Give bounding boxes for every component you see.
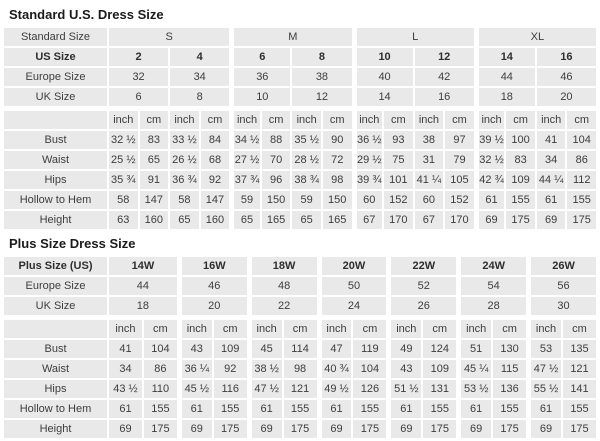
size-value-cell: 18W	[249, 257, 317, 275]
measure-value-cell: 75	[384, 151, 413, 169]
measure-value-cell: 41	[537, 131, 566, 149]
measure-value-cell: 43	[388, 360, 421, 378]
measure-value-cell: 135	[563, 340, 596, 358]
size-value-cell: 48	[249, 277, 317, 295]
size-value-cell: 16	[415, 88, 474, 106]
size-value-cell: 52	[388, 277, 456, 295]
measure-value-cell: 155	[567, 191, 596, 209]
measure-value-cell: 98	[284, 360, 317, 378]
measure-row	[4, 340, 596, 358]
measure-value-cell: 114	[284, 340, 317, 358]
measure-value-cell: 175	[493, 420, 526, 438]
measure-value-cell: 65	[292, 211, 321, 229]
row-label: Bust	[4, 131, 107, 149]
unit-cell: inch	[170, 108, 199, 129]
unit-cell: inch	[458, 317, 491, 338]
unit-cell: inch	[415, 108, 444, 129]
measure-value-cell: 160	[140, 211, 169, 229]
measure-value-cell: 105	[445, 171, 474, 189]
measure-value-cell: 36 ¼	[179, 360, 212, 378]
measure-value-cell: 155	[284, 400, 317, 418]
measure-value-cell: 70	[262, 151, 291, 169]
measure-value-cell: 69	[476, 211, 505, 229]
size-row	[4, 48, 596, 66]
size-value-cell: 22W	[388, 257, 456, 275]
measure-value-cell: 59	[292, 191, 321, 209]
size-value-cell: 46	[537, 68, 596, 86]
measure-value-cell: 69	[109, 420, 142, 438]
measure-value-cell: 155	[563, 400, 596, 418]
size-value-cell: 6	[231, 48, 290, 66]
measure-value-cell: 67	[415, 211, 444, 229]
unit-cell: inch	[249, 317, 282, 338]
measure-value-cell: 109	[214, 340, 247, 358]
measure-value-cell: 47 ½	[249, 380, 282, 398]
measure-value-cell: 63	[109, 211, 138, 229]
measure-value-cell: 51 ½	[388, 380, 421, 398]
measure-value-cell: 83	[140, 131, 169, 149]
measure-value-cell: 27 ½	[231, 151, 260, 169]
measure-value-cell: 69	[179, 420, 212, 438]
size-value-cell: 6	[109, 88, 168, 106]
unit-cell: cm	[423, 317, 456, 338]
measure-value-cell: 32 ½	[109, 131, 138, 149]
measure-value-cell: 79	[445, 151, 474, 169]
unit-cell: cm	[493, 317, 526, 338]
unit-cell: cm	[563, 317, 596, 338]
measure-value-cell: 42 ¾	[476, 171, 505, 189]
unit-cell: inch	[476, 108, 505, 129]
measure-row	[4, 380, 596, 398]
measure-value-cell: 152	[445, 191, 474, 209]
measure-value-cell: 165	[262, 211, 291, 229]
measure-value-cell: 34	[537, 151, 566, 169]
size-group-header: XL	[476, 28, 596, 46]
measure-value-cell: 147	[140, 191, 169, 209]
measure-value-cell: 126	[353, 380, 386, 398]
measure-value-cell: 109	[506, 171, 535, 189]
measure-value-cell: 35 ½	[292, 131, 321, 149]
unit-cell: cm	[201, 108, 230, 129]
measure-value-cell: 32 ½	[476, 151, 505, 169]
unit-cell: inch	[528, 317, 561, 338]
measure-value-cell: 175	[563, 420, 596, 438]
measure-value-cell: 69	[249, 420, 282, 438]
measure-value-cell: 91	[140, 171, 169, 189]
measure-value-cell: 69	[537, 211, 566, 229]
measure-value-cell: 84	[201, 131, 230, 149]
measure-value-cell: 43	[179, 340, 212, 358]
size-value-cell: 20	[179, 297, 247, 315]
size-value-cell: 44	[476, 68, 535, 86]
measure-value-cell: 141	[563, 380, 596, 398]
size-value-cell: 30	[528, 297, 596, 315]
measure-value-cell: 55 ½	[528, 380, 561, 398]
measure-value-cell: 175	[214, 420, 247, 438]
size-value-cell: 22	[249, 297, 317, 315]
measure-value-cell: 104	[567, 131, 596, 149]
measure-value-cell: 165	[323, 211, 352, 229]
unit-cell: cm	[284, 317, 317, 338]
row-label	[4, 108, 107, 129]
measure-value-cell: 49	[388, 340, 421, 358]
measure-value-cell: 69	[319, 420, 352, 438]
measure-value-cell: 34 ½	[231, 131, 260, 149]
size-value-cell: 24W	[458, 257, 526, 275]
measure-value-cell: 68	[201, 151, 230, 169]
row-label: Hips	[4, 380, 107, 398]
measure-value-cell: 61	[458, 400, 491, 418]
row-label: Europe Size	[4, 277, 107, 295]
size-value-cell: 10	[354, 48, 413, 66]
measure-value-cell: 152	[384, 191, 413, 209]
measure-value-cell: 61	[109, 400, 142, 418]
size-value-cell: 20	[537, 88, 596, 106]
size-value-cell: 2	[109, 48, 168, 66]
row-label: UK Size	[4, 88, 107, 106]
size-row	[4, 297, 596, 315]
measure-value-cell: 121	[563, 360, 596, 378]
measure-value-cell: 41 ¼	[415, 171, 444, 189]
measure-value-cell: 36 ¾	[170, 171, 199, 189]
measure-value-cell: 61	[179, 400, 212, 418]
measure-value-cell: 69	[458, 420, 491, 438]
measure-value-cell: 121	[284, 380, 317, 398]
measure-value-cell: 175	[284, 420, 317, 438]
measure-value-cell: 110	[144, 380, 177, 398]
measure-value-cell: 104	[144, 340, 177, 358]
unit-cell: cm	[262, 108, 291, 129]
measure-value-cell: 61	[537, 191, 566, 209]
measure-value-cell: 47	[319, 340, 352, 358]
measure-value-cell: 96	[262, 171, 291, 189]
size-value-cell: 34	[170, 68, 229, 86]
measure-value-cell: 170	[445, 211, 474, 229]
size-value-cell: 4	[170, 48, 229, 66]
unit-cell: cm	[567, 108, 596, 129]
measure-value-cell: 131	[423, 380, 456, 398]
measure-value-cell: 35 ¾	[109, 171, 138, 189]
size-group-header: S	[109, 28, 229, 46]
measure-value-cell: 53	[528, 340, 561, 358]
measure-value-cell: 72	[323, 151, 352, 169]
measure-value-cell: 124	[423, 340, 456, 358]
measure-value-cell: 175	[144, 420, 177, 438]
measure-value-cell: 39 ½	[476, 131, 505, 149]
size-value-cell: 14	[354, 88, 413, 106]
measure-value-cell: 67	[354, 211, 383, 229]
unit-cell: cm	[384, 108, 413, 129]
size-value-cell: 18	[109, 297, 177, 315]
unit-cell: cm	[323, 108, 352, 129]
unit-cell: cm	[214, 317, 247, 338]
measure-value-cell: 31	[415, 151, 444, 169]
measure-value-cell: 39 ¾	[354, 171, 383, 189]
size-value-cell: 26W	[528, 257, 596, 275]
size-value-cell: 8	[292, 48, 351, 66]
measure-value-cell: 61	[528, 400, 561, 418]
measure-value-cell: 36 ½	[354, 131, 383, 149]
measure-row	[4, 400, 596, 418]
measure-value-cell: 93	[384, 131, 413, 149]
measure-value-cell: 25 ½	[109, 151, 138, 169]
measure-value-cell: 115	[493, 360, 526, 378]
size-group-header: M	[231, 28, 351, 46]
measure-value-cell: 92	[214, 360, 247, 378]
measure-row	[4, 360, 596, 378]
size-value-cell: 26	[388, 297, 456, 315]
measure-value-cell: 112	[567, 171, 596, 189]
measure-value-cell: 147	[201, 191, 230, 209]
group-header-row	[4, 28, 596, 46]
measure-value-cell: 65	[170, 211, 199, 229]
measure-value-cell: 51	[458, 340, 491, 358]
measure-value-cell: 86	[144, 360, 177, 378]
row-label: Europe Size	[4, 68, 107, 86]
standard-size-table	[2, 26, 598, 231]
measure-row	[4, 420, 596, 438]
row-label: Height	[4, 420, 107, 438]
measure-value-cell: 47 ½	[528, 360, 561, 378]
measure-value-cell: 155	[144, 400, 177, 418]
measure-value-cell: 60	[415, 191, 444, 209]
measure-value-cell: 38 ½	[249, 360, 282, 378]
size-value-cell: 56	[528, 277, 596, 295]
measure-value-cell: 41	[109, 340, 142, 358]
measure-value-cell: 88	[262, 131, 291, 149]
measure-value-cell: 65	[231, 211, 260, 229]
measure-value-cell: 155	[506, 191, 535, 209]
measure-value-cell: 61	[388, 400, 421, 418]
measure-value-cell: 97	[445, 131, 474, 149]
measure-value-cell: 58	[170, 191, 199, 209]
measure-value-cell: 53 ½	[458, 380, 491, 398]
measure-value-cell: 100	[506, 131, 535, 149]
unit-cell: inch	[231, 108, 260, 129]
measure-value-cell: 136	[493, 380, 526, 398]
row-label: Waist	[4, 360, 107, 378]
measure-value-cell: 175	[353, 420, 386, 438]
measure-value-cell: 101	[384, 171, 413, 189]
measure-value-cell: 170	[384, 211, 413, 229]
unit-cell: cm	[140, 108, 169, 129]
measure-value-cell: 175	[423, 420, 456, 438]
row-label: Waist	[4, 151, 107, 169]
size-value-cell: 42	[415, 68, 474, 86]
unit-cell: inch	[109, 108, 138, 129]
size-row	[4, 277, 596, 295]
size-value-cell: 14W	[109, 257, 177, 275]
measure-value-cell: 37 ¾	[231, 171, 260, 189]
measure-value-cell: 49 ½	[319, 380, 352, 398]
measure-row	[4, 171, 596, 189]
unit-cell: inch	[109, 317, 142, 338]
row-label: Hollow to Hem	[4, 191, 107, 209]
measure-value-cell: 150	[323, 191, 352, 209]
size-value-cell: 46	[179, 277, 247, 295]
measure-value-cell: 61	[476, 191, 505, 209]
size-value-cell: 50	[319, 277, 387, 295]
size-value-cell: 36	[231, 68, 290, 86]
unit-cell: cm	[506, 108, 535, 129]
measure-value-cell: 45	[249, 340, 282, 358]
unit-cell: cm	[144, 317, 177, 338]
size-value-cell: 18	[476, 88, 535, 106]
measure-value-cell: 98	[323, 171, 352, 189]
size-value-cell: 12	[292, 88, 351, 106]
measure-value-cell: 40 ¾	[319, 360, 352, 378]
size-value-cell: 16W	[179, 257, 247, 275]
measure-value-cell: 34	[109, 360, 142, 378]
measure-value-cell: 104	[353, 360, 386, 378]
measure-row	[4, 191, 596, 209]
measure-value-cell: 58	[109, 191, 138, 209]
measure-value-cell: 26 ½	[170, 151, 199, 169]
size-value-cell: 8	[170, 88, 229, 106]
size-value-cell: 44	[109, 277, 177, 295]
unit-cell: cm	[445, 108, 474, 129]
size-value-cell: 10	[231, 88, 290, 106]
unit-cell: inch	[388, 317, 421, 338]
measure-value-cell: 155	[214, 400, 247, 418]
measure-value-cell: 69	[388, 420, 421, 438]
measure-value-cell: 61	[249, 400, 282, 418]
unit-cell: inch	[354, 108, 383, 129]
measure-value-cell: 92	[201, 171, 230, 189]
size-value-cell: 14	[476, 48, 535, 66]
measure-value-cell: 109	[423, 360, 456, 378]
measure-value-cell: 86	[567, 151, 596, 169]
measure-value-cell: 45 ¼	[458, 360, 491, 378]
measure-value-cell: 43 ½	[109, 380, 142, 398]
unit-cell: inch	[319, 317, 352, 338]
measure-value-cell: 130	[493, 340, 526, 358]
size-value-cell: 54	[458, 277, 526, 295]
measure-value-cell: 59	[231, 191, 260, 209]
row-label: Hollow to Hem	[4, 400, 107, 418]
measure-value-cell: 60	[354, 191, 383, 209]
measure-value-cell: 69	[528, 420, 561, 438]
size-value-cell: 38	[292, 68, 351, 86]
row-label: Standard Size	[4, 28, 107, 46]
measure-value-cell: 116	[214, 380, 247, 398]
unit-row	[4, 108, 596, 129]
standard-table-title: Standard U.S. Dress Size	[9, 7, 164, 22]
row-label: Bust	[4, 340, 107, 358]
size-value-cell: 12	[415, 48, 474, 66]
size-value-cell: 40	[354, 68, 413, 86]
measure-value-cell: 90	[323, 131, 352, 149]
size-value-cell: 24	[319, 297, 387, 315]
measure-value-cell: 38	[415, 131, 444, 149]
measure-value-cell: 119	[353, 340, 386, 358]
size-row	[4, 257, 596, 275]
row-label: UK Size	[4, 297, 107, 315]
unit-cell: inch	[537, 108, 566, 129]
unit-row	[4, 317, 596, 338]
measure-value-cell: 38 ¾	[292, 171, 321, 189]
row-label: Hips	[4, 171, 107, 189]
measure-value-cell: 83	[506, 151, 535, 169]
plus-size-table	[2, 255, 598, 440]
size-row	[4, 68, 596, 86]
measure-value-cell: 28 ½	[292, 151, 321, 169]
measure-value-cell: 155	[353, 400, 386, 418]
measure-value-cell: 175	[567, 211, 596, 229]
size-value-cell: 32	[109, 68, 168, 86]
measure-value-cell: 175	[506, 211, 535, 229]
size-value-cell: 20W	[319, 257, 387, 275]
size-value-cell: 16	[537, 48, 596, 66]
measure-value-cell: 150	[262, 191, 291, 209]
measure-value-cell: 155	[493, 400, 526, 418]
measure-value-cell: 45 ½	[179, 380, 212, 398]
row-label	[4, 317, 107, 338]
measure-row	[4, 151, 596, 169]
measure-row	[4, 211, 596, 229]
measure-value-cell: 65	[140, 151, 169, 169]
measure-value-cell: 160	[201, 211, 230, 229]
unit-cell: cm	[353, 317, 386, 338]
size-value-cell: 28	[458, 297, 526, 315]
measure-value-cell: 44 ¼	[537, 171, 566, 189]
row-label: US Size	[4, 48, 107, 66]
measure-value-cell: 33 ½	[170, 131, 199, 149]
measure-value-cell: 61	[319, 400, 352, 418]
measure-row	[4, 131, 596, 149]
size-group-header: L	[354, 28, 474, 46]
measure-value-cell: 155	[423, 400, 456, 418]
measure-value-cell: 29 ½	[354, 151, 383, 169]
row-label: Plus Size (US)	[4, 257, 107, 275]
plus-table-title: Plus Size Dress Size	[9, 236, 136, 251]
unit-cell: inch	[179, 317, 212, 338]
unit-cell: inch	[292, 108, 321, 129]
size-row	[4, 88, 596, 106]
row-label: Height	[4, 211, 107, 229]
